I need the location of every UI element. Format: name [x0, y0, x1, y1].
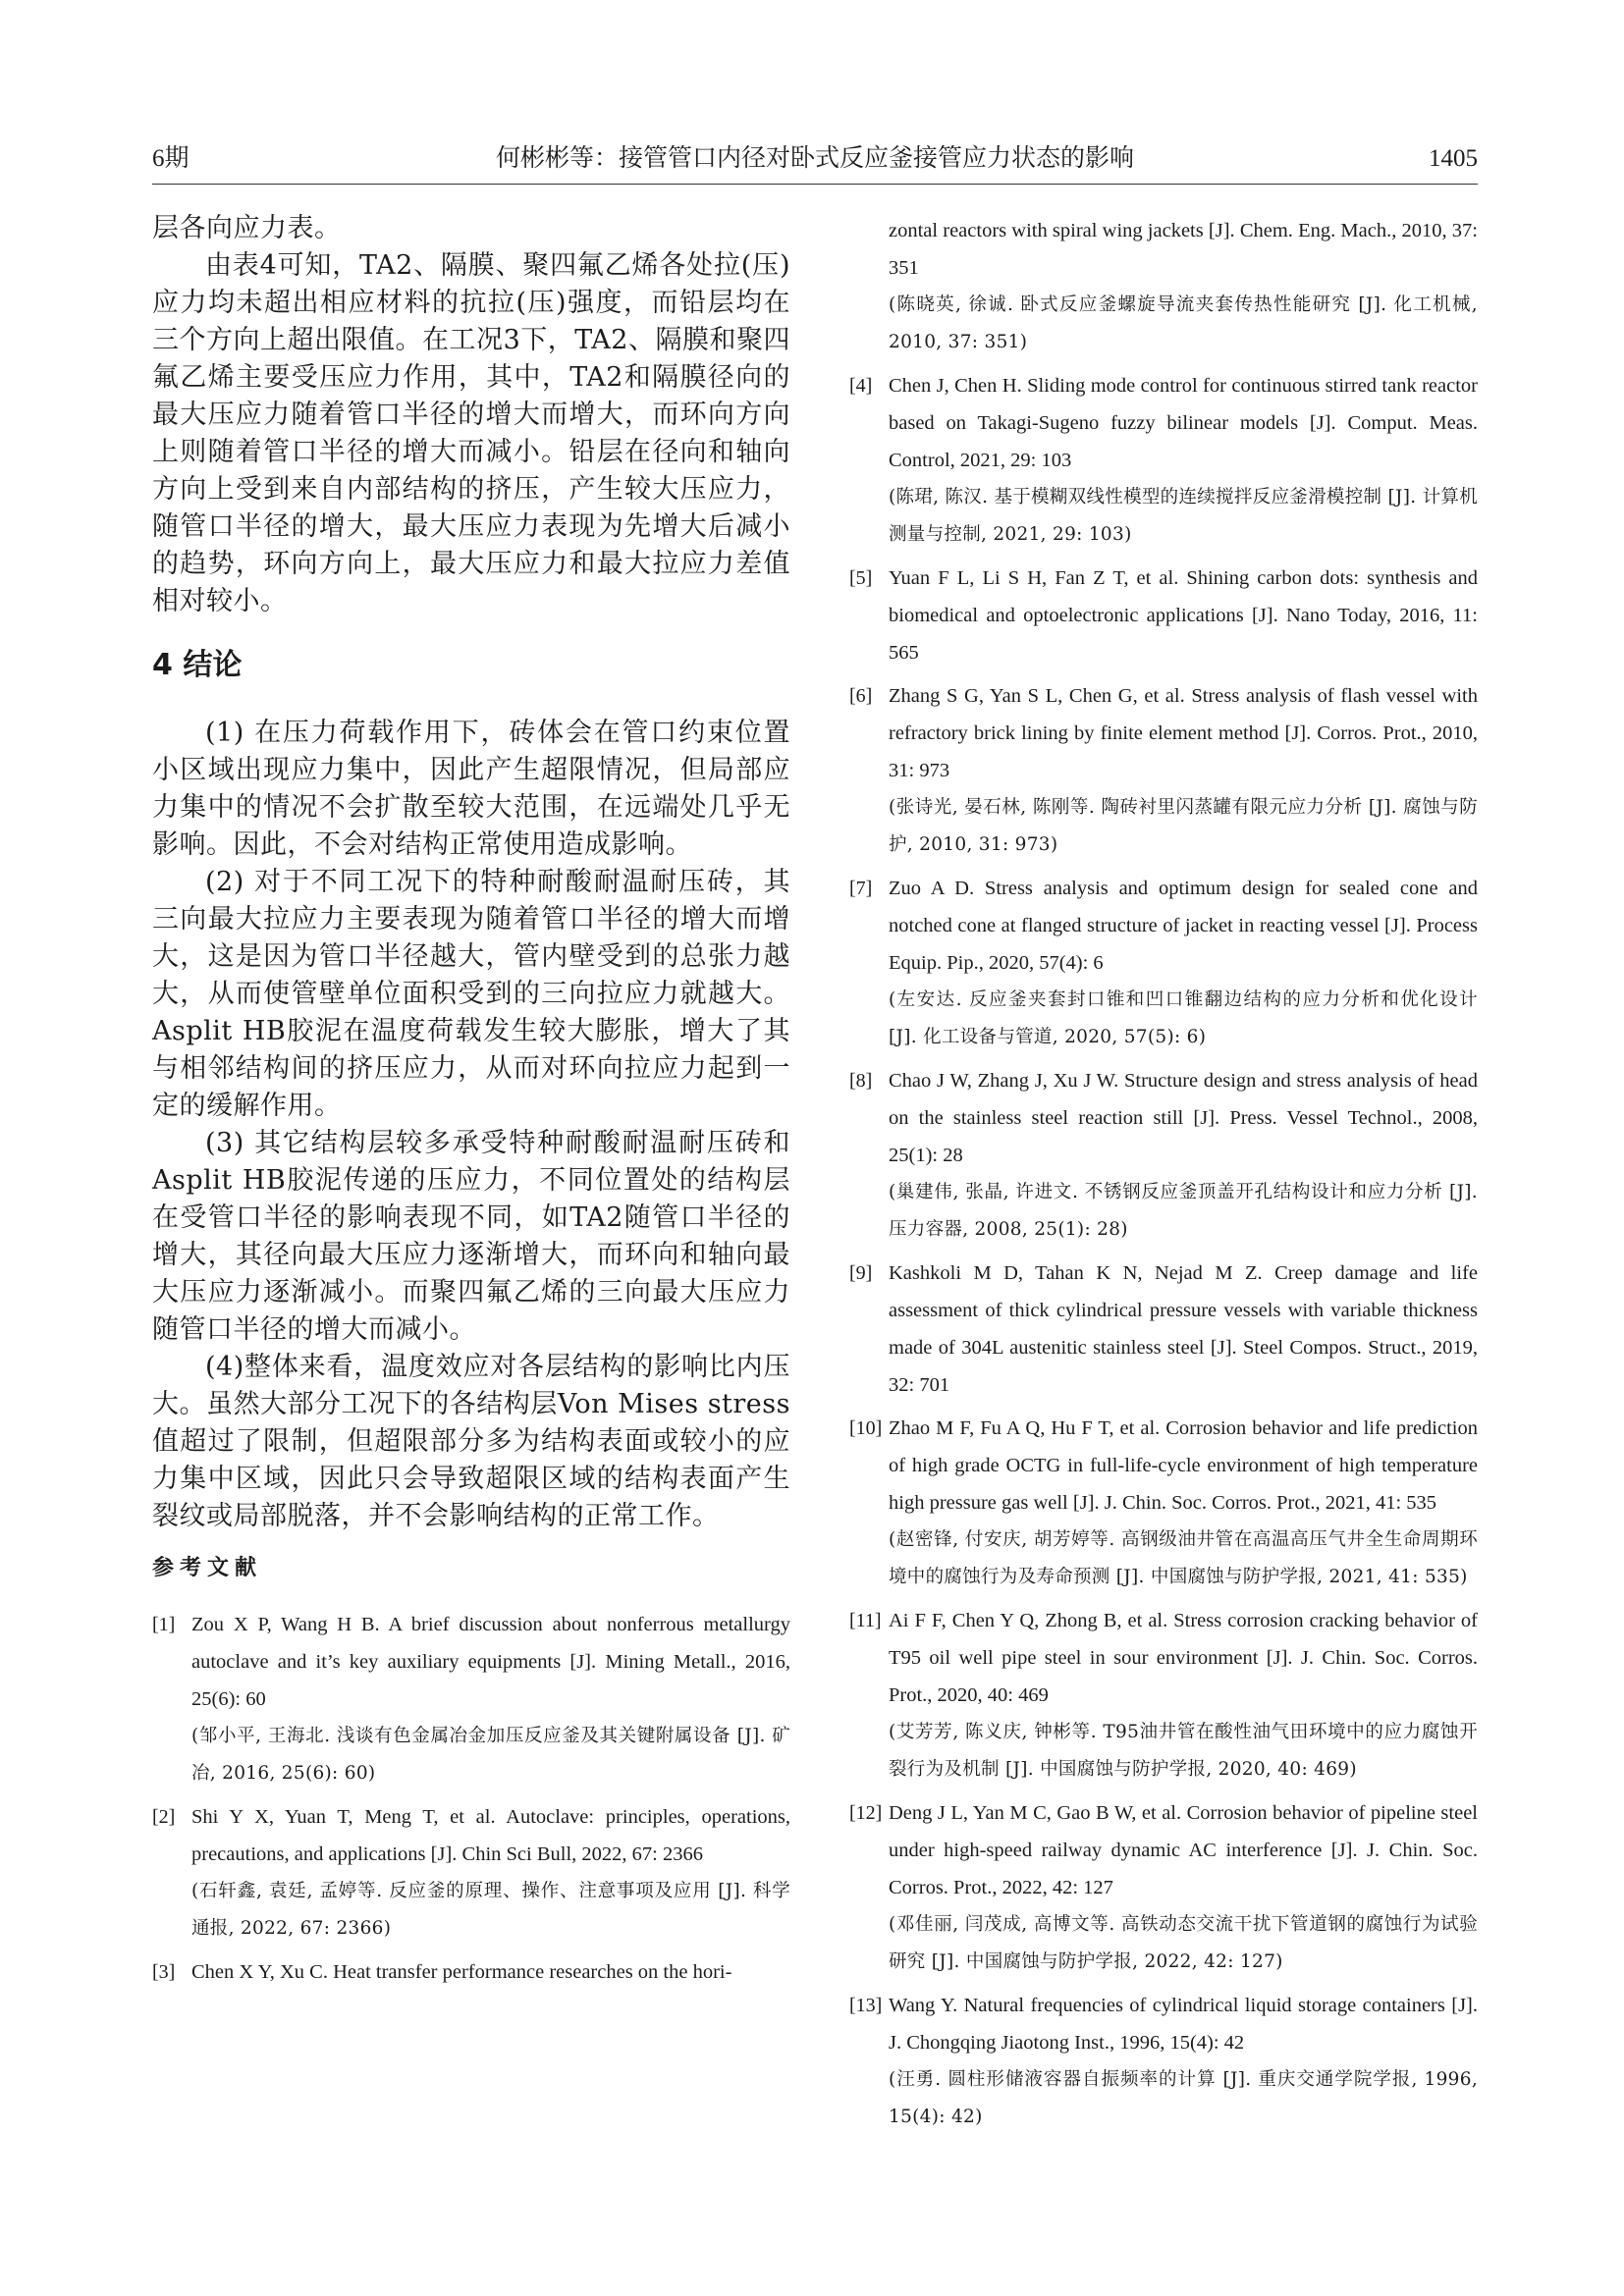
reference-english: Yuan F L, Li S H, Fan Z T, et al. Shining carbon dots: synthesis and biomedical and optoelectronic applications [J]. Nano Today, 2016, 11: 565 — [889, 567, 1478, 664]
conclusion-1: (1) 在压力荷载作用下，砖体会在管口约束位置小区域出现应力集中，因此产生超限情况，但局部应力集中的情况不会扩散至较大范围，在远端处几乎无影响。因此，不会对结构正常使用造成影响。 — [152, 718, 790, 860]
reference-english: Zou X P, Wang H B. A brief discussion about nonferrous metallurgy autoclave and it’s key auxiliary equipments [J]. Mining Metall., 2016, 25(6): 60 — [191, 1614, 790, 1710]
reference-item — [849, 1062, 1478, 1249]
reference-item — [152, 1606, 790, 1792]
reference-number: [8] — [849, 1070, 873, 1092]
paragraph-table4-analysis: 由表4可知，TA2、隔膜、聚四氟乙烯各处拉(压)应力均未超出相应材料的抗拉(压)强度，而铅层均在三个方向上超出限值。在工况3下，TA2、隔膜和聚四氟乙烯主要受压应力作用，其中，TA2和隔膜径向的最大压应力随着管口半径的增大而增大，而环向方向上则随着管口半径的增大而减小。铅层在径向和轴向方向上受到来自内部结构的挤压，产生较大压应力，随管口半径的增大，最大压应力表现为先增大后减小的趋势，环向方向上，最大压应力和最大拉应力差值相对较小。 — [152, 250, 790, 616]
reference-item — [849, 1987, 1478, 2136]
reference-chinese: (石轩鑫, 袁廷, 孟婷等. 反应釜的原理、操作、注意事项及应用 [J]. 科学通报, 2022, 67: 2366) — [191, 1881, 790, 1939]
reference-chinese: (陈晓英, 徐诚. 卧式反应釜螺旋导流夹套传热性能研究 [J]. 化工机械, 2010, 37: 351) — [889, 294, 1478, 352]
reference-english: Chen J, Chen H. Sliding mode control for continuous stirred tank reactor based on Takagi-Sugeno fuzzy bilinear models [J]. Comput. Meas. Control, 2021, 29: 103 — [889, 375, 1478, 471]
reference-item — [849, 1602, 1478, 1789]
reference-number: [2] — [152, 1806, 176, 1828]
reference-item — [152, 1953, 790, 1991]
header-rule — [152, 184, 1478, 185]
reference-item — [849, 1255, 1478, 1404]
reference-item-continued — [849, 212, 1478, 361]
reference-english: Zhao M F, Fu A Q, Hu F T, et al. Corrosion behavior and life prediction of high grade OCTG in full-life-cycle environment of high temperature high pressure gas well [J]. J. Chin. Soc. Corros. Prot., 2021, 41: 535 — [889, 1417, 1478, 1514]
conclusion-2: (2) 对于不同工况下的特种耐酸耐温耐压砖，其三向最大拉应力主要表现为随着管口半径的增大而增大，这是因为管口半径越大，管内壁受到的总张力越大，从而使管壁单位面积受到的三向拉应力就越大。Asplit HB胶泥在温度荷载发生较大膨胀，增大了其与相邻结构间的挤压应力，从而对环向拉应力起到一定的缓解作用。 — [152, 867, 790, 1121]
reference-chinese: (左安达. 反应釜夹套封口锥和凹口锥翻边结构的应力分析和优化设计 [J]. 化工设备与管道, 2020, 57(5): 6) — [889, 989, 1478, 1047]
references-heading: 参考文献 — [152, 1556, 263, 1580]
reference-english: Zuo A D. Stress analysis and optimum design for sealed cone and notched cone at flanged structure of jacket in reacting vessel [J]. Process Equip. Pip., 2020, 57(4): 6 — [889, 878, 1478, 974]
reference-item — [849, 560, 1478, 671]
reference-number: [3] — [152, 1961, 176, 1983]
reference-chinese: (赵密锋, 付安庆, 胡芳婷等. 高钢级油井管在高温高压气井全生命周期环境中的腐蚀行为及寿命预测 [J]. 中国腐蚀与防护学报, 2021, 41: 535) — [889, 1529, 1478, 1587]
reference-number: [10] — [849, 1417, 883, 1439]
reference-number: [4] — [849, 375, 873, 397]
reference-chinese: (张诗光, 晏石林, 陈刚等. 陶砖衬里闪蒸罐有限元应力分析 [J]. 腐蚀与防护, 2010, 31: 973) — [889, 797, 1478, 855]
reference-chinese: (陈珺, 陈汉. 基于模糊双线性模型的连续搅拌反应釜滑模控制 [J]. 计算机测量与控制, 2021, 29: 103) — [889, 487, 1478, 545]
reference-english: Chen X Y, Xu C. Heat transfer performance researches on the hori- — [191, 1961, 732, 1983]
conclusion-3: (3) 其它结构层较多承受特种耐酸耐温耐压砖和Asplit HB胶泥传递的压应力，不同位置处的结构层在受管口半径的影响表现不同，如TA2随管口半径的增大，其径向最大压应力逐渐增大，而环向和轴向最大压应力逐渐减小。而聚四氟乙烯的三向最大压应力随管口半径的增大而减小。 — [152, 1128, 790, 1345]
section-heading-conclusion: 4 结论 — [152, 648, 243, 682]
reference-english: Wang Y. Natural frequencies of cylindrical liquid storage containers [J]. J. Chongqing Jiaotong Inst., 1996, 15(4): 42 — [889, 1995, 1478, 2054]
reference-list-left — [152, 1606, 790, 1991]
reference-english: Ai F F, Chen Y Q, Zhong B, et al. Stress corrosion cracking behavior of T95 oil well pipe steel in sour environment [J]. J. Chin. Soc. Corros. Prot., 2020, 40: 469 — [889, 1610, 1478, 1706]
reference-item — [849, 367, 1478, 554]
reference-english: Shi Y X, Yuan T, Meng T, et al. Autoclave: principles, operations, precautions, and applications [J]. Chin Sci Bull, 2022, 67: 2366 — [191, 1806, 790, 1865]
running-header — [152, 139, 1478, 179]
page-number: 1405 — [1429, 145, 1478, 172]
reference-chinese: (邹小平, 王海北. 浅谈有色金属冶金加压反应釜及其关键附属设备 [J]. 矿冶, 2016, 25(6): 60) — [191, 1726, 790, 1784]
reference-number: [12] — [849, 1802, 883, 1824]
reference-item — [849, 870, 1478, 1056]
running-title: 何彬彬等：接管管口内径对卧式反应釜接管应力状态的影响 — [495, 145, 1134, 172]
reference-item — [849, 677, 1478, 864]
reference-english: zontal reactors with spiral wing jackets [J]. Chem. Eng. Mach., 2010, 37: 351 — [889, 220, 1478, 279]
reference-chinese: (邓佳丽, 闫茂成, 高博文等. 高铁动态交流干扰下管道钢的腐蚀行为试验研究 [J]. 中国腐蚀与防护学报, 2022, 42: 127) — [889, 1914, 1478, 1972]
reference-number: [1] — [152, 1614, 176, 1635]
reference-english: Zhang S G, Yan S L, Chen G, et al. Stress analysis of flash vessel with refractory brick lining by finite element method [J]. Corros. Prot., 2010, 31: 973 — [889, 685, 1478, 781]
reference-item — [849, 1794, 1478, 1981]
reference-number: [7] — [849, 878, 873, 899]
reference-english: Chao J W, Zhang J, Xu J W. Structure design and stress analysis of head on the stainless steel reaction still [J]. Press. Vessel Technol., 2008, 25(1): 28 — [889, 1070, 1478, 1166]
issue-label: 6期 — [152, 145, 189, 172]
right-column — [849, 212, 1478, 2142]
reference-item — [152, 1798, 790, 1948]
reference-chinese: (汪勇. 圆柱形储液容器自振频率的计算 [J]. 重庆交通学院学报, 1996, 15(4): 42) — [889, 2069, 1478, 2127]
reference-english: Kashkoli M D, Tahan K N, Nejad M Z. Creep damage and life assessment of thick cylindrical pressure vessels with variable thickness made of 304L austenitic stainless steel [J]. Steel Compos. Struct., 2019, 32: 701 — [889, 1262, 1478, 1396]
left-column — [152, 210, 790, 1997]
reference-number: [9] — [849, 1262, 873, 1284]
reference-item — [849, 1410, 1478, 1596]
reference-number: [11] — [849, 1610, 882, 1631]
reference-number: [6] — [849, 685, 873, 707]
reference-number: [5] — [849, 567, 873, 589]
reference-english: Deng J L, Yan M C, Gao B W, et al. Corrosion behavior of pipeline steel under high-speed railway dynamic AC interference [J]. J. Chin. Soc. Corros. Prot., 2022, 42: 127 — [889, 1802, 1478, 1898]
reference-number: [13] — [849, 1995, 883, 2016]
conclusion-4: (4)整体来看，温度效应对各层结构的影响比内压大。虽然大部分工况下的各结构层Von Mises stress值超过了限制，但超限部分多为结构表面或较小的应力集中区域，因此只会导致超限区域的结构表面产生裂纹或局部脱落，并不会影响结构的正常工作。 — [152, 1352, 790, 1531]
paragraph-continued: 层各向应力表。 — [152, 213, 342, 243]
reference-chinese: (巢建伟, 张晶, 许进文. 不锈钢反应釜顶盖开孔结构设计和应力分析 [J]. 压力容器, 2008, 25(1): 28) — [889, 1182, 1478, 1240]
reference-chinese: (艾芳芳, 陈义庆, 钟彬等. T95油井管在酸性油气田环境中的应力腐蚀开裂行为及机制 [J]. 中国腐蚀与防护学报, 2020, 40: 469) — [889, 1722, 1478, 1780]
